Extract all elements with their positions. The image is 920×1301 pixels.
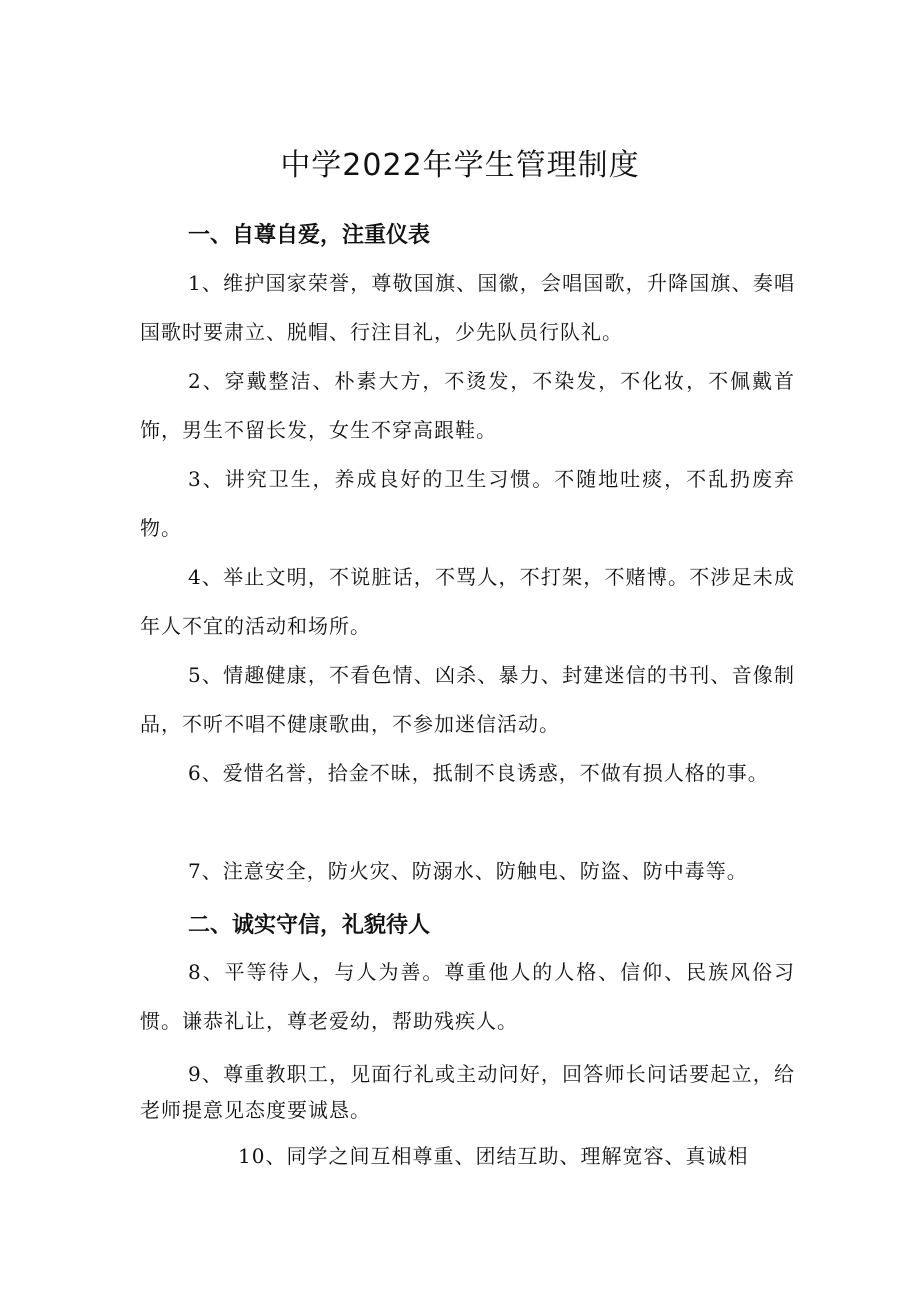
section-heading-2: 二、诚实守信，礼貌待人 — [188, 913, 431, 938]
paragraph-4: 4、举止文明，不说脏话，不骂人，不打架，不赌博。不涉足未成年人不宜的活动和场所。 — [140, 565, 795, 638]
paragraph-10: 10、同学之间互相尊重、团结互助、理解宽容、真诚相 — [238, 1144, 749, 1168]
paragraph-1: 1、维护国家荣誉，尊敬国旗、国徽，会唱国歌，升降国旗、奏唱国歌时要肃立、脱帽、行注目礼，少先队员行队礼。 — [140, 271, 795, 344]
paragraph-6: 6、爱惜名誉，拾金不昧，抵制不良诱惑，不做有损人格的事。 — [188, 761, 769, 785]
paragraph-3: 3、讲究卫生，养成良好的卫生习惯。不随地吐痰，不乱扔废弃物。 — [140, 467, 795, 540]
section-heading-1: 一、自尊自爱，注重仪表 — [188, 223, 431, 248]
paragraph-7: 7、注意安全，防火灾、防溺水、防触电、防盗、防中毒等。 — [188, 859, 748, 883]
document-title: 中学2022年学生管理制度 — [280, 148, 640, 183]
paragraph-5: 5、情趣健康，不看色情、凶杀、暴力、封建迷信的书刊、音像制品，不听不唱不健康歌曲，不参加迷信活动。 — [140, 663, 795, 736]
paragraph-9: 9、尊重教职工，见面行礼或主动问好，回答师长问话要起立，给老师提意见态度要诚恳。 — [140, 1062, 795, 1122]
paragraph-8: 8、平等待人，与人为善。尊重他人的人格、信仰、民族风俗习惯。谦恭礼让，尊老爱幼，帮助残疾人。 — [140, 960, 795, 1033]
paragraph-2: 2、穿戴整洁、朴素大方，不烫发，不染发，不化妆，不佩戴首饰，男生不留长发，女生不穿高跟鞋。 — [140, 369, 795, 442]
